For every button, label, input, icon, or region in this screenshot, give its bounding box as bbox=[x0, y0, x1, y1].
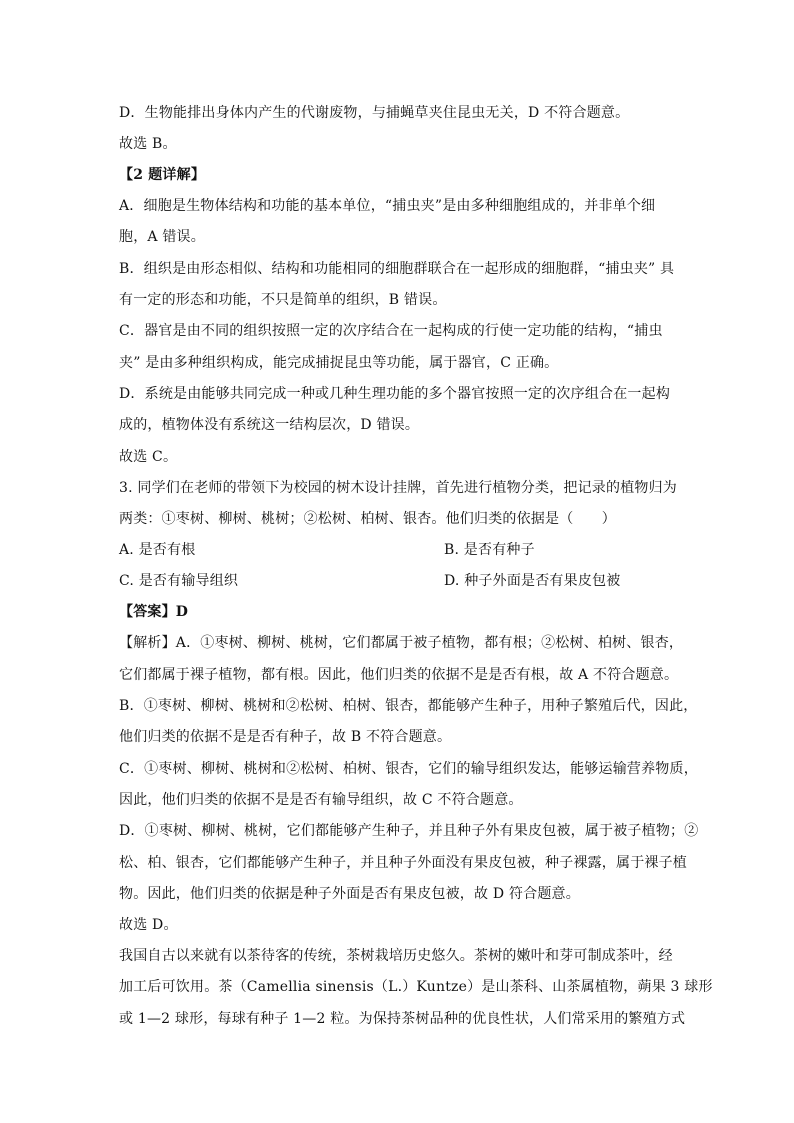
choice-line: 故选 D。 bbox=[119, 917, 178, 933]
text-line: 胞，A 错误。 bbox=[119, 229, 205, 245]
option-a: A. 是否有根 bbox=[119, 542, 196, 558]
analysis-line: 【解析】A．①枣树、柳树、桃树，它们都属于被子植物，都有根；②松树、柏树、银杏， bbox=[119, 635, 684, 651]
text-line: C．器官是由不同的组织按照一定的次序结合在一起构成的行使一定功能的结构，“捕虫 bbox=[119, 323, 663, 339]
text-line: 成的，植物体没有系统这一结构层次，D 错误。 bbox=[119, 417, 420, 433]
choice-line: 故选 B。 bbox=[119, 136, 177, 152]
analysis-line: C．①枣树、柳树、桃树和②松树、柏树、银杏，它们的输导组织发达，能够运输营养物质， bbox=[119, 761, 698, 777]
option-b: B. 是否有种子 bbox=[444, 542, 535, 558]
answer-label: 【答案】D bbox=[119, 604, 189, 620]
answer-d-explanation: D．生物能排出身体内产生的代谢废物，与捕蝇草夹住昆虫无关，D 不符合题意。 bbox=[119, 105, 630, 121]
passage-line: 加工后可饮用。茶（Camellia sinensis（L.）Kuntze）是山茶科、山茶属植物，蒴果 3 球形 bbox=[119, 979, 713, 995]
passage-line: 我国自古以来就有以茶待客的传统，茶树栽培历史悠久。茶树的嫩叶和芽可制成茶叶，经 bbox=[119, 948, 673, 964]
choice-line: 故选 C。 bbox=[119, 449, 178, 465]
text-line: A．细胞是生物体结构和功能的基本单位，“捕虫夹”是由多种细胞组成的，并非单个细 bbox=[119, 198, 656, 214]
analysis-line: 物。因此，他们归类的依据是种子外面是否有果皮包被，故 D 符合题意。 bbox=[119, 886, 580, 902]
text-line: D．系统是由能够共同完成一种或几种生理功能的多个器官按照一定的次序组合在一起构 bbox=[119, 386, 671, 402]
analysis-line: 他们归类的依据不是是否有种子，故 B 不符合题意。 bbox=[119, 729, 452, 745]
question-3-stem: 两类：①枣树、柳树、桃树；②松树、柏树、银杏。他们归类的依据是（ ） bbox=[119, 511, 616, 527]
option-c: C. 是否有输导组织 bbox=[119, 573, 239, 589]
analysis-line: 它们都属于裸子植物，都有根。因此，他们归类的依据不是是否有根，故 A 不符合题意。 bbox=[119, 667, 679, 683]
text-line: 夹” 是由多种组织构成，能完成捕捉昆虫等功能，属于器官，C 正确。 bbox=[119, 355, 559, 371]
analysis-line: B．①枣树、柳树、桃树和②松树、柏树、银杏，都能够产生种子，用种子繁殖后代，因此， bbox=[119, 698, 698, 714]
text-line: 有一定的形态和功能，不只是简单的组织，B 错误。 bbox=[119, 292, 447, 308]
passage-line: 或 1—2 球形，每球有种子 1—2 粒。为保持茶树品种的优良性状，人们常采用的繁殖方式 bbox=[119, 1011, 686, 1027]
option-d: D. 种子外面是否有果皮包被 bbox=[444, 573, 621, 589]
analysis-line: 因此，他们归类的依据不是是否有输导组织，故 C 不符合题意。 bbox=[119, 792, 523, 808]
analysis-line: D．①枣树、柳树、桃树，它们都能够产生种子，并且种子外有果皮包被，属于被子植物；② bbox=[119, 823, 699, 839]
section-heading: 【2 题详解】 bbox=[119, 167, 206, 183]
analysis-line: 松、柏、银杏，它们都能够产生种子，并且种子外面没有果皮包被，种子裸露，属于裸子植 bbox=[119, 855, 687, 871]
text-line: B．组织是由形态相似、结构和功能相同的细胞群联合在一起形成的细胞群，“捕虫夹” 具 bbox=[119, 261, 675, 277]
question-3-stem: 3. 同学们在老师的带领下为校园的树木设计挂牌，首先进行植物分类，把记录的植物归为 bbox=[119, 480, 678, 496]
